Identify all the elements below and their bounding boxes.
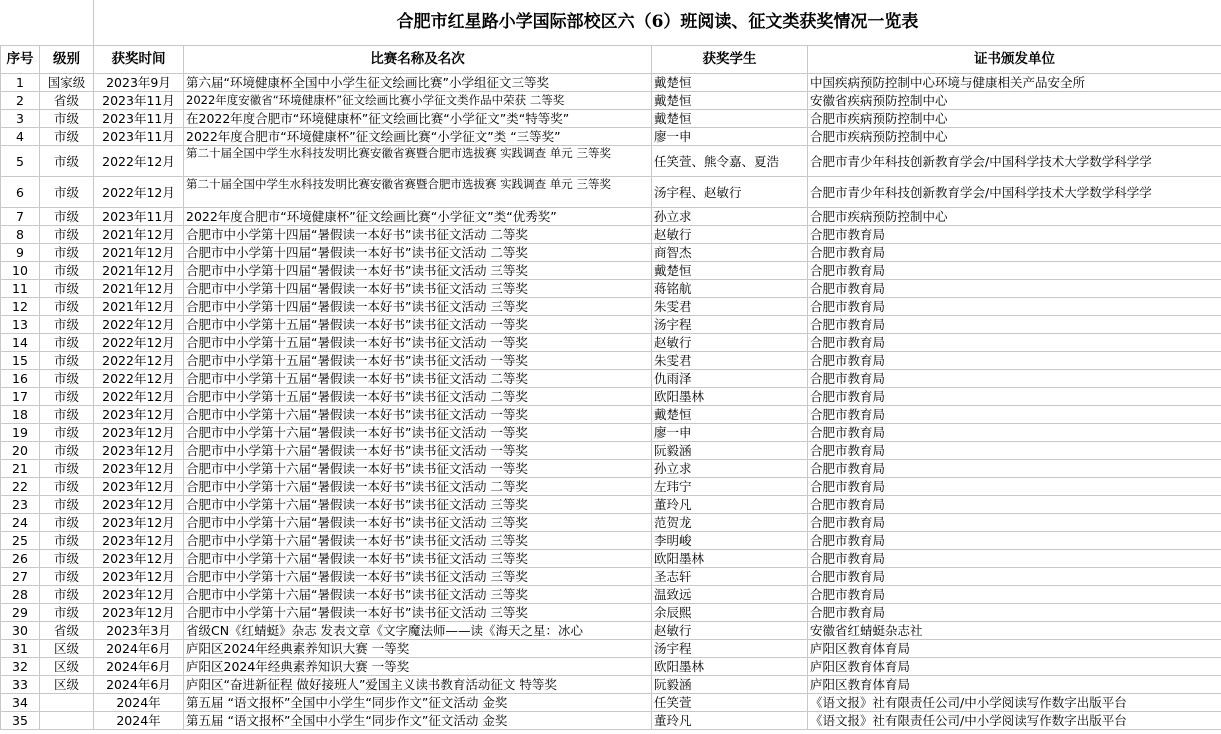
cell-student[interactable]: 赵敏行 xyxy=(652,334,808,352)
cell-student[interactable]: 阮毅涵 xyxy=(652,442,808,460)
cell-issuer[interactable]: 合肥市教育局 xyxy=(808,388,1221,406)
cell-issuer[interactable]: 合肥市教育局 xyxy=(808,406,1221,424)
cell-issuer[interactable]: 合肥市青少年科技创新教育学会/中国科学技术大学数学科学学 xyxy=(808,177,1221,208)
cell-level[interactable]: 市级 xyxy=(40,586,94,604)
table-row xyxy=(1,460,1221,478)
table-row xyxy=(1,604,1221,622)
table-row xyxy=(1,658,1221,676)
header-no[interactable]: 序号 xyxy=(1,46,40,74)
cell-date[interactable]: 2024年 xyxy=(94,694,184,712)
cell-no[interactable]: 26 xyxy=(1,550,40,568)
cell-student[interactable]: 戴楚恒 xyxy=(652,262,808,280)
cell-level[interactable]: 市级 xyxy=(40,208,94,226)
cell-date[interactable]: 2023年9月 xyxy=(94,74,184,92)
cell-competition[interactable]: 合肥市中小学第十四届“暑假读一本好书”读书征文活动 二等奖 xyxy=(184,244,652,262)
table-row xyxy=(1,568,1221,586)
cell-level[interactable]: 市级 xyxy=(40,334,94,352)
cell-level[interactable]: 市级 xyxy=(40,532,94,550)
cell-student[interactable]: 廖一申 xyxy=(652,424,808,442)
cell-level[interactable]: 市级 xyxy=(40,177,94,208)
cell-issuer[interactable]: 合肥市教育局 xyxy=(808,334,1221,352)
cell-student[interactable]: 欧阳墨林 xyxy=(652,388,808,406)
table-row xyxy=(1,334,1221,352)
cell-level[interactable]: 市级 xyxy=(40,514,94,532)
cell-date[interactable]: 2022年12月 xyxy=(94,177,184,208)
cell-no[interactable]: 23 xyxy=(1,496,40,514)
cell-no[interactable]: 21 xyxy=(1,460,40,478)
cell-no[interactable]: 6 xyxy=(1,177,40,208)
cell-student[interactable]: 任笑萱 xyxy=(652,694,808,712)
table-row xyxy=(1,146,1221,177)
cell-student[interactable]: 欧阳墨林 xyxy=(652,658,808,676)
cell-student[interactable]: 汤宇程 xyxy=(652,640,808,658)
cell-issuer[interactable]: 合肥市教育局 xyxy=(808,586,1221,604)
cell-level[interactable]: 市级 xyxy=(40,442,94,460)
table-row xyxy=(1,226,1221,244)
cell-date[interactable]: 2021年12月 xyxy=(94,244,184,262)
cell-student[interactable]: 戴楚恒 xyxy=(652,92,808,110)
cell-date[interactable]: 2023年12月 xyxy=(94,568,184,586)
cell-date[interactable]: 2022年12月 xyxy=(94,388,184,406)
cell-competition[interactable]: 合肥市中小学第十六届“暑假读一本好书”读书征文活动 三等奖 xyxy=(184,568,652,586)
cell-no[interactable]: 15 xyxy=(1,352,40,370)
cell-level[interactable] xyxy=(40,694,94,712)
header-row xyxy=(1,46,1221,74)
cell-competition[interactable]: 第五届 “语文报杯”全国中小学生“同步作文”征文活动 金奖 xyxy=(184,694,652,712)
cell-date[interactable]: 2023年11月 xyxy=(94,92,184,110)
cell-competition[interactable]: 合肥市中小学第十五届“暑假读一本好书”读书征文活动 一等奖 xyxy=(184,334,652,352)
table-row xyxy=(1,514,1221,532)
cell-no[interactable]: 5 xyxy=(1,146,40,177)
cell-date[interactable]: 2024年6月 xyxy=(94,640,184,658)
cell-issuer[interactable]: 合肥市教育局 xyxy=(808,532,1221,550)
cell-competition[interactable]: 第二十届全国中学生水科技发明比赛安徽省赛暨合肥市选拔赛 实践调查 单元 三等奖 xyxy=(184,146,652,177)
cell-level[interactable]: 区级 xyxy=(40,640,94,658)
cell-student[interactable]: 左玮宁 xyxy=(652,478,808,496)
cell-issuer[interactable]: 合肥市青少年科技创新教育学会/中国科学技术大学数学科学学 xyxy=(808,146,1221,177)
cell-student[interactable]: 任笑萱、熊令嘉、夏浩 xyxy=(652,146,808,177)
cell-issuer[interactable]: 安徽省红蜻蜓杂志社 xyxy=(808,622,1221,640)
table-row xyxy=(1,128,1221,146)
awards-table xyxy=(0,45,1221,730)
table-row xyxy=(1,177,1221,208)
cell-date[interactable]: 2023年11月 xyxy=(94,110,184,128)
cell-student[interactable]: 范贺龙 xyxy=(652,514,808,532)
cell-level[interactable]: 国家级 xyxy=(40,74,94,92)
cell-level[interactable]: 省级 xyxy=(40,92,94,110)
cell-no[interactable]: 28 xyxy=(1,586,40,604)
cell-student[interactable]: 朱雯君 xyxy=(652,352,808,370)
cell-issuer[interactable]: 《语文报》社有限责任公司/中小学阅读写作数字出版平台 xyxy=(808,694,1221,712)
cell-competition[interactable]: 合肥市中小学第十六届“暑假读一本好书”读书征文活动 三等奖 xyxy=(184,550,652,568)
cell-competition[interactable]: 合肥市中小学第十五届“暑假读一本好书”读书征文活动 一等奖 xyxy=(184,352,652,370)
cell-competition[interactable]: 合肥市中小学第十六届“暑假读一本好书”读书征文活动 三等奖 xyxy=(184,496,652,514)
cell-no[interactable]: 32 xyxy=(1,658,40,676)
cell-no[interactable]: 20 xyxy=(1,442,40,460)
cell-student[interactable]: 阮毅涵 xyxy=(652,676,808,694)
cell-competition[interactable]: 第二十届全国中学生水科技发明比赛安徽省赛暨合肥市选拔赛 实践调查 单元 三等奖 xyxy=(184,177,652,208)
table-row xyxy=(1,496,1221,514)
table-row xyxy=(1,442,1221,460)
cell-competition[interactable]: 第五届 “语文报杯”全国中小学生“同步作文”征文活动 金奖 xyxy=(184,712,652,730)
table-row xyxy=(1,676,1221,694)
cell-level[interactable]: 市级 xyxy=(40,262,94,280)
cell-date[interactable]: 2023年12月 xyxy=(94,586,184,604)
cell-no[interactable]: 13 xyxy=(1,316,40,334)
cell-date[interactable]: 2024年6月 xyxy=(94,676,184,694)
cell-no[interactable]: 18 xyxy=(1,406,40,424)
cell-issuer[interactable]: 合肥市教育局 xyxy=(808,604,1221,622)
cell-date[interactable]: 2023年11月 xyxy=(94,128,184,146)
table-row xyxy=(1,352,1221,370)
cell-issuer[interactable]: 合肥市疾病预防控制中心 xyxy=(808,110,1221,128)
cell-level[interactable]: 市级 xyxy=(40,496,94,514)
cell-date[interactable]: 2023年12月 xyxy=(94,604,184,622)
cell-level[interactable]: 市级 xyxy=(40,460,94,478)
cell-no[interactable]: 10 xyxy=(1,262,40,280)
cell-level[interactable]: 市级 xyxy=(40,550,94,568)
cell-date[interactable]: 2023年12月 xyxy=(94,424,184,442)
cell-no[interactable]: 11 xyxy=(1,280,40,298)
cell-level[interactable]: 市级 xyxy=(40,352,94,370)
table-row xyxy=(1,478,1221,496)
cell-issuer[interactable]: 合肥市疾病预防控制中心 xyxy=(808,208,1221,226)
cell-no[interactable]: 16 xyxy=(1,370,40,388)
cell-no[interactable]: 14 xyxy=(1,334,40,352)
cell-issuer[interactable]: 合肥市教育局 xyxy=(808,496,1221,514)
cell-competition[interactable]: 合肥市中小学第十六届“暑假读一本好书”读书征文活动 三等奖 xyxy=(184,586,652,604)
table-row xyxy=(1,406,1221,424)
title-row xyxy=(0,0,1221,46)
cell-issuer[interactable]: 合肥市教育局 xyxy=(808,550,1221,568)
header-issuer[interactable]: 证书颁发单位 xyxy=(808,46,1221,74)
cell-competition[interactable]: 庐阳区2024年经典素养知识大赛 一等奖 xyxy=(184,640,652,658)
cell-date[interactable]: 2021年12月 xyxy=(94,226,184,244)
cell-issuer[interactable]: 合肥市教育局 xyxy=(808,298,1221,316)
cell-no[interactable]: 3 xyxy=(1,110,40,128)
cell-student[interactable]: 圣志轩 xyxy=(652,568,808,586)
cell-competition[interactable]: 合肥市中小学第十五届“暑假读一本好书”读书征文活动 二等奖 xyxy=(184,370,652,388)
cell-date[interactable]: 2023年12月 xyxy=(94,496,184,514)
cell-competition[interactable]: 合肥市中小学第十五届“暑假读一本好书”读书征文活动 一等奖 xyxy=(184,316,652,334)
cell-no[interactable]: 12 xyxy=(1,298,40,316)
table-row xyxy=(1,712,1221,730)
cell-date[interactable]: 2023年12月 xyxy=(94,550,184,568)
cell-level[interactable]: 市级 xyxy=(40,388,94,406)
cell-competition[interactable]: 合肥市中小学第十六届“暑假读一本好书”读书征文活动 一等奖 xyxy=(184,406,652,424)
cell-no[interactable]: 27 xyxy=(1,568,40,586)
table-row xyxy=(1,622,1221,640)
cell-competition[interactable]: 合肥市中小学第十六届“暑假读一本好书”读书征文活动 三等奖 xyxy=(184,514,652,532)
cell-date[interactable]: 2021年12月 xyxy=(94,280,184,298)
cell-date[interactable]: 2021年12月 xyxy=(94,298,184,316)
cell-date[interactable]: 2021年12月 xyxy=(94,262,184,280)
cell-competition[interactable]: 合肥市中小学第十六届“暑假读一本好书”读书征文活动 二等奖 xyxy=(184,478,652,496)
cell-no[interactable]: 8 xyxy=(1,226,40,244)
cell-student[interactable]: 欧阳墨林 xyxy=(652,550,808,568)
title-gutter-cell[interactable] xyxy=(0,0,94,45)
cell-date[interactable]: 2022年12月 xyxy=(94,146,184,177)
cell-competition[interactable]: 合肥市中小学第十五届“暑假读一本好书”读书征文活动 二等奖 xyxy=(184,388,652,406)
cell-date[interactable]: 2023年12月 xyxy=(94,442,184,460)
cell-no[interactable]: 7 xyxy=(1,208,40,226)
cell-level[interactable]: 市级 xyxy=(40,604,94,622)
cell-student[interactable]: 董玲凡 xyxy=(652,496,808,514)
cell-student[interactable]: 赵敏行 xyxy=(652,622,808,640)
cell-competition[interactable]: 合肥市中小学第十六届“暑假读一本好书”读书征文活动 三等奖 xyxy=(184,532,652,550)
table-row xyxy=(1,262,1221,280)
cell-competition[interactable]: 合肥市中小学第十四届“暑假读一本好书”读书征文活动 三等奖 xyxy=(184,298,652,316)
cell-student[interactable]: 廖一申 xyxy=(652,128,808,146)
cell-level[interactable]: 市级 xyxy=(40,146,94,177)
cell-competition[interactable]: 在2022年度合肥市“环境健康杯”征文绘画比赛“小学征文”类“特等奖” xyxy=(184,110,652,128)
cell-issuer[interactable]: 合肥市教育局 xyxy=(808,514,1221,532)
page-title[interactable]: 合肥市红星路小学国际部校区六（6）班阅读、征文类获奖情况一览表 xyxy=(396,12,919,32)
table-row xyxy=(1,280,1221,298)
table-row xyxy=(1,424,1221,442)
table-row xyxy=(1,92,1221,110)
cell-date[interactable]: 2022年12月 xyxy=(94,334,184,352)
cell-date[interactable]: 2023年12月 xyxy=(94,514,184,532)
table-row xyxy=(1,640,1221,658)
cell-student[interactable]: 商智杰 xyxy=(652,244,808,262)
cell-student[interactable]: 仇雨泽 xyxy=(652,370,808,388)
cell-student[interactable]: 董玲凡 xyxy=(652,712,808,730)
table-row xyxy=(1,532,1221,550)
table-row xyxy=(1,388,1221,406)
cell-competition[interactable]: 庐阳区“奋进新征程 做好接班人”爱国主义读书教育活动征文 特等奖 xyxy=(184,676,652,694)
header-date[interactable]: 获奖时间 xyxy=(94,46,184,74)
table-row xyxy=(1,694,1221,712)
cell-competition[interactable]: 合肥市中小学第十四届“暑假读一本好书”读书征文活动 三等奖 xyxy=(184,262,652,280)
table-row xyxy=(1,74,1221,92)
cell-no[interactable]: 34 xyxy=(1,694,40,712)
cell-no[interactable]: 17 xyxy=(1,388,40,406)
cell-student[interactable]: 戴楚恒 xyxy=(652,74,808,92)
cell-student[interactable]: 孙立求 xyxy=(652,460,808,478)
cell-level[interactable]: 省级 xyxy=(40,622,94,640)
table-row xyxy=(1,550,1221,568)
cell-issuer[interactable]: 合肥市疾病预防控制中心 xyxy=(808,128,1221,146)
cell-no[interactable]: 9 xyxy=(1,244,40,262)
cell-student[interactable]: 戴楚恒 xyxy=(652,406,808,424)
cell-level[interactable]: 市级 xyxy=(40,280,94,298)
cell-level[interactable]: 市级 xyxy=(40,298,94,316)
cell-student[interactable]: 朱雯君 xyxy=(652,298,808,316)
cell-date[interactable]: 2023年12月 xyxy=(94,478,184,496)
cell-date[interactable]: 2023年3月 xyxy=(94,622,184,640)
cell-student[interactable]: 余辰熙 xyxy=(652,604,808,622)
cell-issuer[interactable]: 合肥市教育局 xyxy=(808,262,1221,280)
cell-no[interactable]: 4 xyxy=(1,128,40,146)
cell-level[interactable]: 区级 xyxy=(40,658,94,676)
cell-level[interactable]: 市级 xyxy=(40,424,94,442)
cell-no[interactable]: 33 xyxy=(1,676,40,694)
cell-student[interactable]: 汤宇程 xyxy=(652,316,808,334)
cell-competition[interactable]: 合肥市中小学第十四届“暑假读一本好书”读书征文活动 二等奖 xyxy=(184,226,652,244)
cell-issuer[interactable]: 庐阳区教育体育局 xyxy=(808,640,1221,658)
cell-date[interactable]: 2024年6月 xyxy=(94,658,184,676)
cell-competition[interactable]: 庐阳区2024年经典素养知识大赛 一等奖 xyxy=(184,658,652,676)
cell-no[interactable]: 2 xyxy=(1,92,40,110)
cell-date[interactable]: 2023年12月 xyxy=(94,460,184,478)
cell-competition[interactable]: 合肥市中小学第十四届“暑假读一本好书”读书征文活动 三等奖 xyxy=(184,280,652,298)
cell-issuer[interactable]: 合肥市教育局 xyxy=(808,352,1221,370)
cell-competition[interactable]: 第六届“环境健康杯全国中小学生征文绘画比赛”小学组征文三等奖 xyxy=(184,74,652,92)
cell-student[interactable]: 蒋铭航 xyxy=(652,280,808,298)
cell-competition[interactable]: 合肥市中小学第十六届“暑假读一本好书”读书征文活动 一等奖 xyxy=(184,424,652,442)
table-row xyxy=(1,110,1221,128)
cell-date[interactable]: 2022年12月 xyxy=(94,316,184,334)
cell-level[interactable]: 市级 xyxy=(40,568,94,586)
cell-date[interactable]: 2023年12月 xyxy=(94,532,184,550)
table-row xyxy=(1,586,1221,604)
cell-level[interactable]: 市级 xyxy=(40,370,94,388)
cell-issuer[interactable]: 合肥市教育局 xyxy=(808,244,1221,262)
cell-issuer[interactable]: 庐阳区教育体育局 xyxy=(808,658,1221,676)
cell-issuer[interactable]: 安徽省疾病预防控制中心 xyxy=(808,92,1221,110)
cell-issuer[interactable]: 合肥市教育局 xyxy=(808,226,1221,244)
table-row xyxy=(1,316,1221,334)
cell-level[interactable]: 市级 xyxy=(40,110,94,128)
cell-student[interactable]: 汤宇程、赵敏行 xyxy=(652,177,808,208)
cell-issuer[interactable]: 合肥市教育局 xyxy=(808,316,1221,334)
cell-date[interactable]: 2022年12月 xyxy=(94,352,184,370)
cell-student[interactable]: 温致远 xyxy=(652,586,808,604)
cell-issuer[interactable]: 合肥市教育局 xyxy=(808,280,1221,298)
cell-no[interactable]: 30 xyxy=(1,622,40,640)
cell-issuer[interactable]: 合肥市教育局 xyxy=(808,442,1221,460)
cell-date[interactable]: 2022年12月 xyxy=(94,370,184,388)
table-row xyxy=(1,244,1221,262)
cell-competition[interactable]: 合肥市中小学第十六届“暑假读一本好书”读书征文活动 三等奖 xyxy=(184,604,652,622)
cell-issuer[interactable]: 《语文报》社有限责任公司/中小学阅读写作数字出版平台 xyxy=(808,712,1221,730)
cell-date[interactable]: 2023年12月 xyxy=(94,406,184,424)
cell-issuer[interactable]: 合肥市教育局 xyxy=(808,424,1221,442)
cell-no[interactable]: 31 xyxy=(1,640,40,658)
cell-competition[interactable]: 合肥市中小学第十六届“暑假读一本好书”读书征文活动 一等奖 xyxy=(184,442,652,460)
cell-date[interactable]: 2023年11月 xyxy=(94,208,184,226)
cell-student[interactable]: 戴楚恒 xyxy=(652,110,808,128)
cell-competition[interactable]: 省级CN《红蜻蜓》杂志 发表文章《文字魔法师——读《海天之星：冰心 xyxy=(184,622,652,640)
header-competition[interactable]: 比赛名称及名次 xyxy=(184,46,652,74)
cell-issuer[interactable]: 中国疾病预防控制中心环境与健康相关产品安全所 xyxy=(808,74,1221,92)
cell-competition[interactable]: 2022年度安徽省“环境健康杯”征文绘画比赛小学征文类作品中荣获 二等奖 xyxy=(184,92,652,110)
cell-no[interactable]: 35 xyxy=(1,712,40,730)
cell-issuer[interactable]: 合肥市教育局 xyxy=(808,460,1221,478)
cell-level[interactable]: 区级 xyxy=(40,676,94,694)
cell-competition[interactable]: 2022年度合肥市“环境健康杯”征文绘画比赛“小学征文”类“优秀奖” xyxy=(184,208,652,226)
cell-issuer[interactable]: 合肥市教育局 xyxy=(808,478,1221,496)
table-row xyxy=(1,298,1221,316)
cell-no[interactable]: 19 xyxy=(1,424,40,442)
cell-level[interactable]: 市级 xyxy=(40,316,94,334)
cell-no[interactable]: 25 xyxy=(1,532,40,550)
cell-issuer[interactable]: 合肥市教育局 xyxy=(808,568,1221,586)
cell-level[interactable]: 市级 xyxy=(40,406,94,424)
cell-student[interactable]: 李明峻 xyxy=(652,532,808,550)
cell-no[interactable]: 1 xyxy=(1,74,40,92)
cell-student[interactable]: 孙立求 xyxy=(652,208,808,226)
cell-no[interactable]: 22 xyxy=(1,478,40,496)
cell-level[interactable] xyxy=(40,712,94,730)
header-student[interactable]: 获奖学生 xyxy=(652,46,808,74)
cell-level[interactable]: 市级 xyxy=(40,128,94,146)
table-row xyxy=(1,208,1221,226)
cell-level[interactable]: 市级 xyxy=(40,478,94,496)
cell-no[interactable]: 24 xyxy=(1,514,40,532)
cell-no[interactable]: 29 xyxy=(1,604,40,622)
cell-date[interactable]: 2024年 xyxy=(94,712,184,730)
cell-level[interactable]: 市级 xyxy=(40,226,94,244)
cell-competition[interactable]: 合肥市中小学第十六届“暑假读一本好书”读书征文活动 一等奖 xyxy=(184,460,652,478)
cell-level[interactable]: 市级 xyxy=(40,244,94,262)
cell-issuer[interactable]: 合肥市教育局 xyxy=(808,370,1221,388)
cell-competition[interactable]: 2022年度合肥市“环境健康杯”征文绘画比赛“小学征文”类 “三等奖” xyxy=(184,128,652,146)
cell-issuer[interactable]: 庐阳区教育体育局 xyxy=(808,676,1221,694)
table-row xyxy=(1,370,1221,388)
header-level[interactable]: 级别 xyxy=(40,46,94,74)
cell-student[interactable]: 赵敏行 xyxy=(652,226,808,244)
